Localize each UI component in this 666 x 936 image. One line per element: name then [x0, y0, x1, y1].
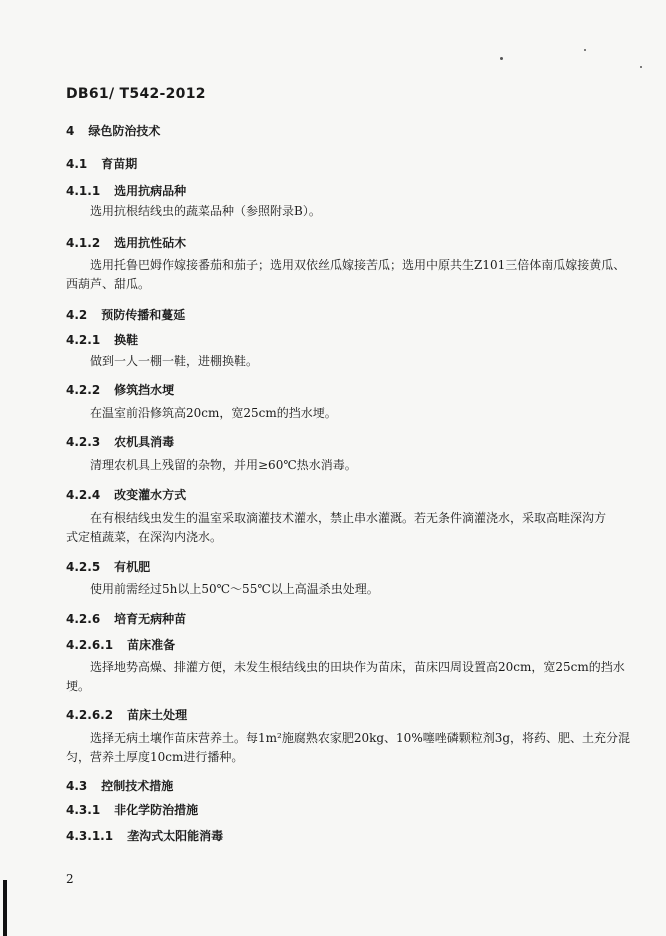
scan-speck: [584, 49, 586, 51]
paragraph-4-2-4-line1: 在有根结线虫发生的温室采取滴灌技术灌水，禁止串水灌溉。若无条件滴灌浇水，采取高畦深沟方: [90, 511, 607, 525]
heading-title: 垄沟式太阳能消毒: [127, 829, 224, 843]
paragraph-4-2-1: 做到一人一棚一鞋，进棚换鞋。: [90, 354, 259, 368]
paragraph-4-2-4-line2: 式定植蔬菜，在深沟内浇水。: [66, 530, 223, 544]
heading-number: 4.3: [66, 779, 88, 793]
heading-number: 4.2.3: [66, 435, 101, 449]
heading-4-2-6: [66, 610, 186, 627]
paragraph-4-2-2: 在温室前沿修筑高20cm，宽25cm的挡水埂。: [90, 406, 337, 420]
heading-title: 改变灌水方式: [114, 488, 187, 502]
scan-speck: [500, 57, 503, 60]
heading-title: 绿色防治技术: [88, 124, 161, 138]
heading-4-1-1: [66, 182, 186, 199]
heading-title: 换鞋: [114, 333, 139, 347]
heading-number: 4.2.6: [66, 612, 101, 626]
scan-speck: [640, 66, 642, 68]
heading-4-1: [66, 155, 137, 172]
heading-4-2-1: [66, 331, 138, 348]
heading-4-3-1: [66, 801, 198, 818]
heading-number: 4.2.1: [66, 333, 101, 347]
heading-number: 4.2.4: [66, 488, 101, 502]
heading-number: 4.2: [66, 308, 88, 322]
paragraph-4-2-5: 使用前需经过5h以上50℃～55℃以上高温杀虫处理。: [90, 582, 379, 596]
heading-title: 农机具消毒: [114, 435, 175, 449]
heading-4-3: [66, 777, 173, 794]
heading-number: 4.1.2: [66, 236, 101, 250]
paragraph-4-1-2-line1: 选用托鲁巴姆作嫁接番茄和茄子；选用双依丝瓜嫁接苦瓜；选用中原共生Z101三倍体南瓜嫁接黄瓜、: [90, 258, 626, 272]
heading-title: 选用抗性砧木: [114, 236, 187, 250]
heading-title: 培育无病种苗: [114, 612, 187, 626]
heading-title: 有机肥: [114, 560, 151, 574]
heading-4-3-1-1: [66, 827, 223, 844]
heading-title: 苗床土处理: [127, 708, 188, 722]
page-number: 2: [66, 872, 74, 886]
heading-title: 非化学防治措施: [114, 803, 199, 817]
heading-number: 4.1: [66, 157, 88, 171]
heading-title: 控制技术措施: [101, 779, 174, 793]
scan-edge-mark: [3, 880, 7, 936]
heading-4-2-4: [66, 486, 186, 503]
heading-4-2-3: [66, 433, 174, 450]
heading-number: 4.2.6.2: [66, 708, 114, 722]
paragraph-4-2-6-2-line1: 选择无病土壤作苗床营养土。每1m²施腐熟农家肥20kg、10%噻唑磷颗粒剂3g，将药、肥、土充分混: [90, 731, 631, 745]
heading-4: [66, 122, 160, 139]
heading-title: 选用抗病品种: [114, 184, 187, 198]
paragraph-4-2-3: 清理农机具上残留的杂物，并用≥60℃热水消毒。: [90, 458, 357, 472]
paragraph-4-2-6-2-line2: 匀，营养土厚度10cm进行播种。: [66, 750, 244, 764]
heading-title: 育苗期: [101, 157, 138, 171]
heading-4-2-2: [66, 381, 174, 398]
heading-4-1-2: [66, 234, 186, 251]
heading-number: 4: [66, 124, 75, 138]
document-code-header: DB61/ T542-2012: [66, 86, 206, 102]
heading-4-2-5: [66, 558, 150, 575]
paragraph-4-2-6-1-line1: 选择地势高燥、排灌方便，未发生根结线虫的田块作为苗床，苗床四周设置高20cm，宽25cm的挡水: [90, 660, 625, 674]
heading-4-2-6-2: [66, 706, 187, 723]
paragraph-4-1-2-line2: 西葫芦、甜瓜。: [66, 277, 151, 291]
heading-4-2-6-1: [66, 636, 175, 653]
heading-number: 4.2.5: [66, 560, 101, 574]
heading-number: 4.1.1: [66, 184, 101, 198]
paragraph-4-2-6-1-line2: 埂。: [66, 679, 91, 693]
heading-4-2: [66, 306, 185, 323]
heading-number: 4.3.1.1: [66, 829, 114, 843]
heading-title: 预防传播和蔓延: [101, 308, 186, 322]
heading-number: 4.2.6.1: [66, 638, 114, 652]
heading-number: 4.2.2: [66, 383, 101, 397]
heading-title: 苗床准备: [127, 638, 176, 652]
paragraph-4-1-1: 选用抗根结线虫的蔬菜品种（参照附录B）。: [90, 204, 321, 218]
heading-number: 4.3.1: [66, 803, 101, 817]
heading-title: 修筑挡水埂: [114, 383, 175, 397]
